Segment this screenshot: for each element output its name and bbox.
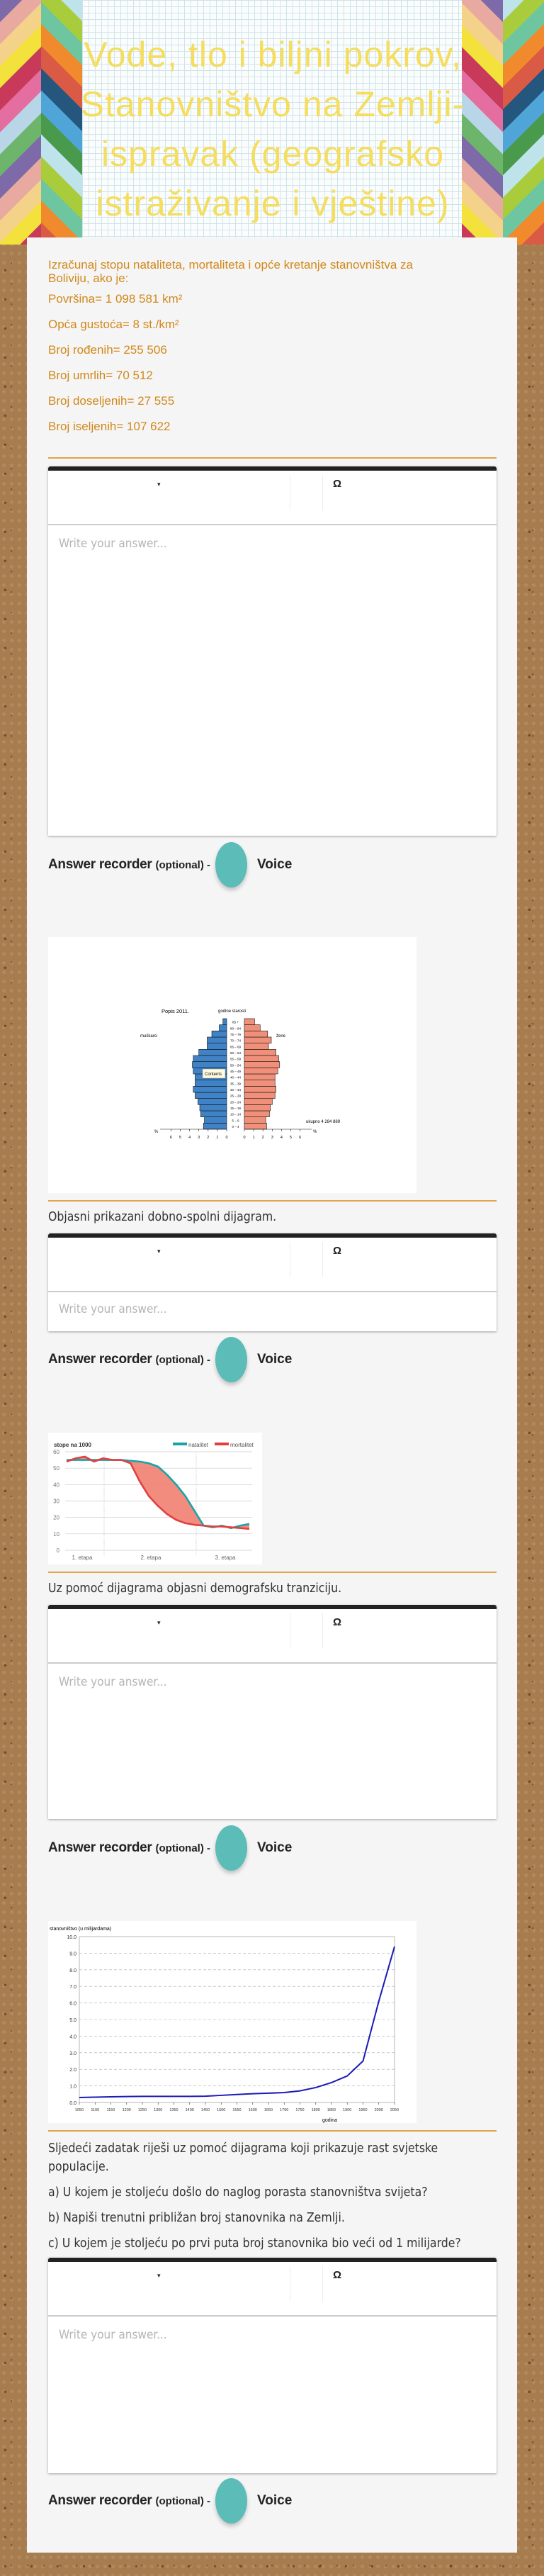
bar-male — [200, 1104, 227, 1111]
bar-male — [195, 1092, 227, 1099]
recorder-label: Answer recorder — [48, 857, 152, 872]
tick-label: 0 — [225, 1136, 228, 1140]
x-tick-label: 1500 — [217, 2108, 226, 2112]
editor-toolbar — [48, 2262, 497, 2317]
toolbar-separator — [322, 2266, 323, 2302]
bar-male — [212, 1031, 227, 1037]
answer-editor-4 — [48, 2258, 497, 2473]
bar-male — [193, 1062, 227, 1068]
x-tick-label: 1150 — [106, 2108, 115, 2112]
caret-down-icon[interactable]: ▾ — [157, 481, 161, 488]
bar-female — [244, 1117, 266, 1124]
age-label: 80 – 84 — [230, 1026, 242, 1031]
stage-label: 1. etapa — [72, 1555, 93, 1561]
prompt-line: Broj iseljenih= 107 622 — [48, 420, 171, 433]
record-button[interactable] — [215, 1825, 247, 1871]
population-pyramid-image — [48, 937, 416, 1193]
x-tick-label: 1400 — [185, 2108, 194, 2112]
legend-label-mortalitet: mortalitet — [230, 1442, 254, 1448]
answer-textarea[interactable] — [48, 525, 497, 836]
x-tick-label: 2050 — [390, 2108, 400, 2112]
y-tick-label: 60 — [53, 1449, 60, 1455]
voice-label: Voice — [257, 1352, 293, 1367]
answer-recorder — [48, 1345, 292, 1374]
record-button[interactable] — [215, 842, 247, 887]
chevron-pattern — [503, 0, 544, 245]
voice-label: Voice — [257, 2493, 293, 2508]
stage-label: 2. etapa — [140, 1555, 162, 1561]
x-tick-label: 2000 — [374, 2108, 383, 2112]
tick-label: 6 — [169, 1136, 172, 1140]
y-tick-label: 50 — [53, 1465, 60, 1472]
prompt-line: Broj rođenih= 255 506 — [48, 343, 167, 357]
divider — [48, 1200, 497, 1202]
y-tick-label: 10.0 — [67, 1935, 76, 1940]
demographic-transition-image — [48, 1433, 262, 1564]
x-tick-label: 1850 — [327, 2108, 336, 2112]
prompt-line: a) U kojem je stoljeću došlo do naglog porasta stanovništva svijeta? — [48, 2185, 428, 2200]
bar-male — [199, 1049, 227, 1055]
toolbar-separator — [322, 1242, 323, 1277]
x-tick-label: 1550 — [232, 2108, 242, 2112]
x-tick-label: 1650 — [264, 2108, 273, 2112]
omega-icon[interactable]: Ω — [333, 2269, 342, 2281]
age-label: 85 + — [232, 1020, 239, 1024]
age-label: 50 – 54 — [230, 1063, 242, 1068]
omega-icon[interactable]: Ω — [333, 478, 342, 490]
recorder-optional: (optional) - — [155, 2494, 210, 2507]
tick-label: 1 — [216, 1136, 219, 1140]
y-tick-label: 20 — [53, 1514, 60, 1521]
toolbar-separator — [322, 1613, 323, 1649]
legend-label-natalitet: natalitet — [188, 1442, 209, 1448]
age-label: 0 – 4 — [232, 1125, 239, 1129]
tick-label: 5 — [289, 1136, 293, 1140]
tick-label: 2 — [207, 1136, 210, 1140]
question-2-prompt: Objasni prikazani dobno-spolni dijagram. — [48, 1210, 277, 1224]
bar-female — [244, 1086, 276, 1092]
voice-label: Voice — [257, 857, 293, 872]
voice-label: Voice — [257, 1840, 293, 1855]
bar-male — [200, 1111, 227, 1117]
page-title: Vode, tlo i biljni pokrov, Stanovništvo na Zemlji- ispravak (geografsko istraživanje i vještine) — [80, 35, 465, 223]
bar-female — [244, 1043, 268, 1050]
age-label: 60 – 64 — [230, 1051, 242, 1055]
y-tick-label: 0 — [56, 1547, 60, 1554]
x-tick-label: 1350 — [169, 2108, 178, 2112]
record-button[interactable] — [215, 1337, 247, 1382]
y-axis-label: stanovništvo (u milijardama) — [50, 1927, 112, 1932]
age-label: 55 – 59 — [230, 1057, 242, 1061]
prompt-line: c) U kojem je stoljeću po prvi puta broj stanovnika bio veći od 1 milijarde? — [48, 2236, 461, 2251]
bar-male — [195, 1080, 227, 1087]
y-tick-label: 0.0 — [69, 2101, 76, 2106]
x-tick-label: 1800 — [311, 2108, 320, 2112]
bar-female — [244, 1104, 271, 1111]
age-label: 15 – 19 — [230, 1107, 242, 1110]
age-label: 25 – 29 — [230, 1094, 242, 1098]
prompt-line: Broj umrlih= 70 512 — [48, 369, 153, 382]
record-button[interactable] — [215, 2478, 247, 2524]
y-tick-label: 2.0 — [69, 2068, 76, 2073]
bar-female — [244, 1123, 266, 1129]
answer-recorder — [48, 2487, 292, 2515]
bar-female — [244, 1068, 278, 1074]
left-label: muškarci — [140, 1034, 158, 1038]
editor-toolbar — [48, 471, 497, 525]
age-label: 35 – 39 — [230, 1082, 242, 1086]
bar-male — [198, 1099, 227, 1105]
tick-label: 4 — [280, 1136, 283, 1140]
bar-female — [244, 1062, 280, 1068]
demographic-transition-chart — [48, 1433, 262, 1564]
bar-female — [244, 1019, 254, 1025]
tick-label: 5 — [178, 1136, 182, 1140]
legend-swatch-mortalitet — [215, 1443, 229, 1445]
y-tick-label: 9.0 — [69, 1951, 76, 1957]
age-label: 30 – 34 — [230, 1088, 242, 1092]
prompt-line: Izračunaj stopu nataliteta, mortaliteta i opće kretanje stanovništva za Boliviju, ako je: — [48, 258, 414, 285]
x-tick-label: 1200 — [122, 2108, 131, 2112]
population-pyramid-chart — [48, 937, 416, 1193]
answer-recorder — [48, 851, 292, 879]
editor-toolbar — [48, 1609, 497, 1664]
bar-female — [244, 1025, 260, 1031]
unit-right: % — [313, 1130, 317, 1134]
question-3-prompt: Uz pomoć dijagrama objasni demografsku tranziciju. — [48, 1581, 342, 1596]
unit-left: % — [154, 1130, 159, 1134]
prompt-line: Broj doseljenih= 27 555 — [48, 394, 175, 408]
bar-female — [244, 1031, 268, 1037]
y-tick-label: 6.0 — [69, 2001, 76, 2007]
header-banner — [0, 0, 544, 245]
bar-male — [207, 1037, 227, 1043]
answer-textarea[interactable] — [48, 2317, 497, 2473]
divider — [48, 1572, 497, 1573]
prompt-line: Površina= 1 098 581 km² — [48, 292, 183, 306]
tick-label: 0 — [243, 1136, 246, 1140]
answer-recorder — [48, 1834, 292, 1862]
answer-textarea[interactable] — [48, 1292, 497, 1331]
bar-female — [244, 1037, 271, 1043]
prompt-line: Opća gustoća= 8 st./km² — [48, 318, 179, 331]
bar-female — [244, 1092, 275, 1099]
bar-male — [193, 1086, 227, 1092]
answer-textarea[interactable] — [48, 1664, 497, 1819]
question-1-prompt — [48, 258, 494, 435]
tick-label: 3 — [271, 1136, 273, 1140]
bar-female — [244, 1055, 278, 1062]
x-axis-label: godina — [322, 2118, 338, 2123]
right-label: žene — [276, 1034, 286, 1038]
legend-swatch-natalitet — [173, 1443, 187, 1445]
x-tick-label: 1600 — [248, 2108, 257, 2112]
stage-label: 3. etapa — [215, 1555, 236, 1561]
divider — [48, 457, 497, 459]
editor-toolbar — [48, 1238, 497, 1292]
x-tick-label: 1700 — [280, 2108, 289, 2112]
x-tick-label: 1450 — [200, 2108, 210, 2112]
y-tick-label: 1.0 — [69, 2084, 76, 2090]
bar-male — [220, 1025, 227, 1031]
chart-title: stope na 1000 — [54, 1442, 91, 1448]
caret-down-icon[interactable]: ▾ — [157, 2272, 161, 2279]
world-population-chart — [48, 1921, 416, 2123]
recorder-label: Answer recorder — [48, 2493, 152, 2508]
x-tick-label: 1050 — [74, 2108, 84, 2112]
bar-female — [244, 1049, 276, 1055]
age-label: 45 – 49 — [230, 1070, 242, 1073]
y-tick-label: 10 — [53, 1530, 60, 1538]
y-tick-label: 30 — [53, 1498, 60, 1505]
recorder-optional: (optional) - — [155, 1353, 210, 1366]
x-tick-label: 1750 — [295, 2108, 305, 2112]
bar-male — [205, 1117, 227, 1124]
tick-label: 4 — [188, 1136, 191, 1140]
y-tick-label: 5.0 — [69, 2018, 76, 2023]
age-label: 20 – 24 — [230, 1100, 242, 1104]
total-label: ukupno 4 284 889 — [306, 1120, 341, 1124]
bar-female — [244, 1080, 275, 1087]
recorder-optional: (optional) - — [155, 1842, 210, 1854]
y-tick-label: 8.0 — [69, 1968, 76, 1973]
chevron-pattern — [0, 0, 41, 245]
bar-female — [244, 1074, 275, 1080]
age-label: 65 – 69 — [230, 1045, 242, 1049]
omega-icon[interactable]: Ω — [333, 1616, 342, 1628]
caret-down-icon[interactable]: ▾ — [157, 1248, 161, 1255]
bar-male — [207, 1043, 227, 1050]
answer-editor-2 — [48, 1233, 497, 1331]
answer-editor-1 — [48, 466, 497, 836]
age-label: 40 – 44 — [230, 1075, 242, 1080]
prompt-line: Sljedeći zadatak riješi uz pomoć dijagrama koji prikazuje rast svjetske populacije. — [48, 2141, 438, 2174]
tick-label: 3 — [198, 1136, 200, 1140]
question-4-prompt — [48, 2139, 494, 2253]
age-label: 75 – 79 — [230, 1033, 242, 1036]
y-tick-label: 40 — [53, 1482, 60, 1489]
divider — [48, 2130, 497, 2132]
bar-female — [244, 1111, 269, 1117]
tick-label: 6 — [299, 1136, 302, 1140]
bar-male — [223, 1019, 227, 1025]
age-label: 5 – 9 — [232, 1119, 239, 1123]
population-line — [79, 1947, 395, 2098]
x-tick-label: 1100 — [91, 2108, 100, 2112]
tick-label: 1 — [252, 1136, 255, 1140]
prompt-line: b) Napiši trenutni približan broj stanovnika na Zemlji. — [48, 2211, 345, 2225]
category-axis-label: godine starosti — [218, 1009, 246, 1014]
age-label: 10 – 14 — [230, 1112, 242, 1116]
y-tick-label: 4.0 — [69, 2034, 76, 2040]
bar-female — [244, 1099, 272, 1105]
toolbar-separator — [322, 475, 323, 510]
answer-editor-3 — [48, 1605, 497, 1819]
recorder-label: Answer recorder — [48, 1840, 152, 1855]
world-population-image — [48, 1921, 416, 2123]
recorder-optional: (optional) - — [155, 858, 210, 871]
age-label: 70 – 74 — [230, 1038, 242, 1043]
x-tick-label: 1300 — [154, 2108, 163, 2112]
x-tick-label: 1950 — [358, 2108, 368, 2112]
caret-down-icon[interactable]: ▾ — [157, 1619, 161, 1626]
bar-male — [193, 1055, 227, 1062]
x-tick-label: 1900 — [343, 2108, 352, 2112]
bar-male — [203, 1123, 227, 1129]
y-tick-label: 3.0 — [69, 2051, 76, 2056]
tooltip-text: Contents — [205, 1073, 222, 1077]
y-tick-label: 7.0 — [69, 1985, 76, 1990]
omega-icon[interactable]: Ω — [333, 1245, 342, 1257]
chart-title: Popis 2011. — [162, 1008, 190, 1014]
recorder-label: Answer recorder — [48, 1352, 152, 1367]
tick-label: 2 — [261, 1136, 264, 1140]
x-tick-label: 1250 — [137, 2108, 147, 2112]
